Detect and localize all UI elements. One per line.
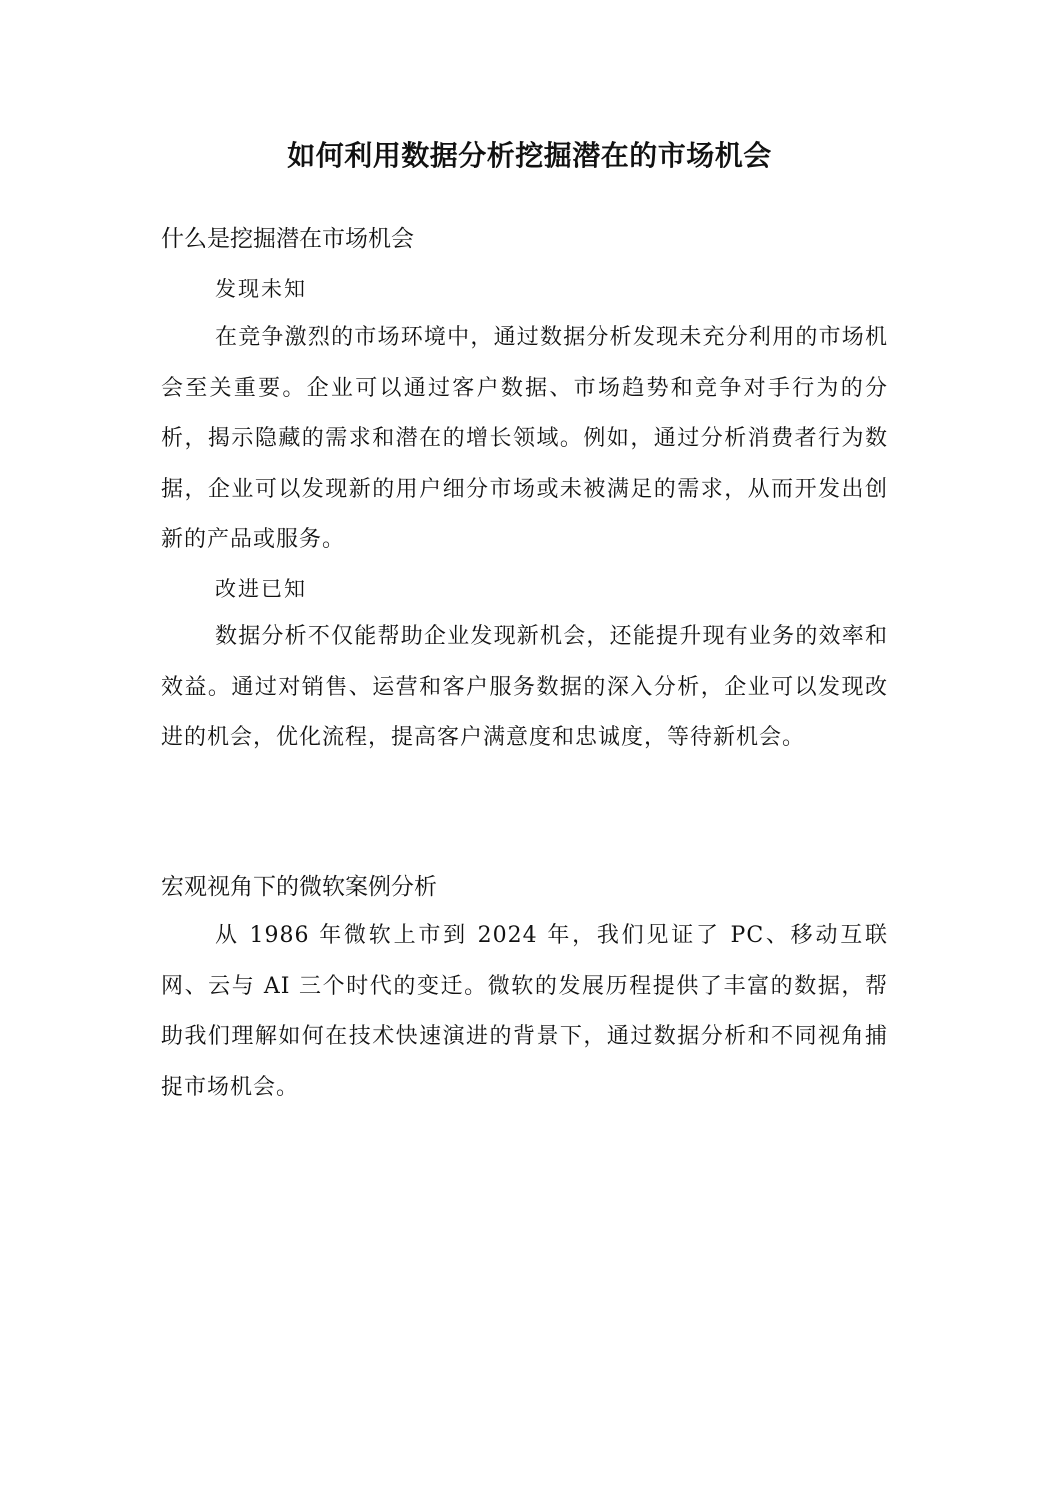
paragraph-discover-unknown: 在竞争激烈的市场环境中，通过数据分析发现未充分利用的市场机会至关重要。企业可以通过客户数据、市场趋势和竞争对手行为的分析，揭示隐藏的需求和潜在的增长领域。例如，通过分析消费者行为数据，企业可以发现新的用户细分市场或未被满足的需求，从而开发出创新的产品或服务。	[161, 325, 888, 552]
subsection-heading-discover-unknown: 发现未知	[215, 277, 307, 301]
section-heading-market-opportunity: 什么是挖掘潜在市场机会	[161, 226, 414, 252]
paragraph-microsoft-case: 从 1986 年微软上市到 2024 年，我们见证了 PC、移动互联网、云与 AI 三个时代的变迁。微软的发展历程提供了丰富的数据，帮助我们理解如何在技术快速演进的背景下，通过数据分析和不同视角捕捉市场机会。	[161, 923, 888, 1100]
subsection-heading-improve-known: 改进已知	[215, 577, 307, 601]
paragraph-improve-known: 数据分析不仅能帮助企业发现新机会，还能提升现有业务的效率和效益。通过对销售、运营和客户服务数据的深入分析，企业可以发现改进的机会，优化流程，提高客户满意度和忠诚度，等待新机会。	[161, 624, 888, 750]
section-heading-microsoft-case: 宏观视角下的微软案例分析	[161, 874, 437, 900]
page-title: 如何利用数据分析挖掘潜在的市场机会	[287, 139, 772, 172]
